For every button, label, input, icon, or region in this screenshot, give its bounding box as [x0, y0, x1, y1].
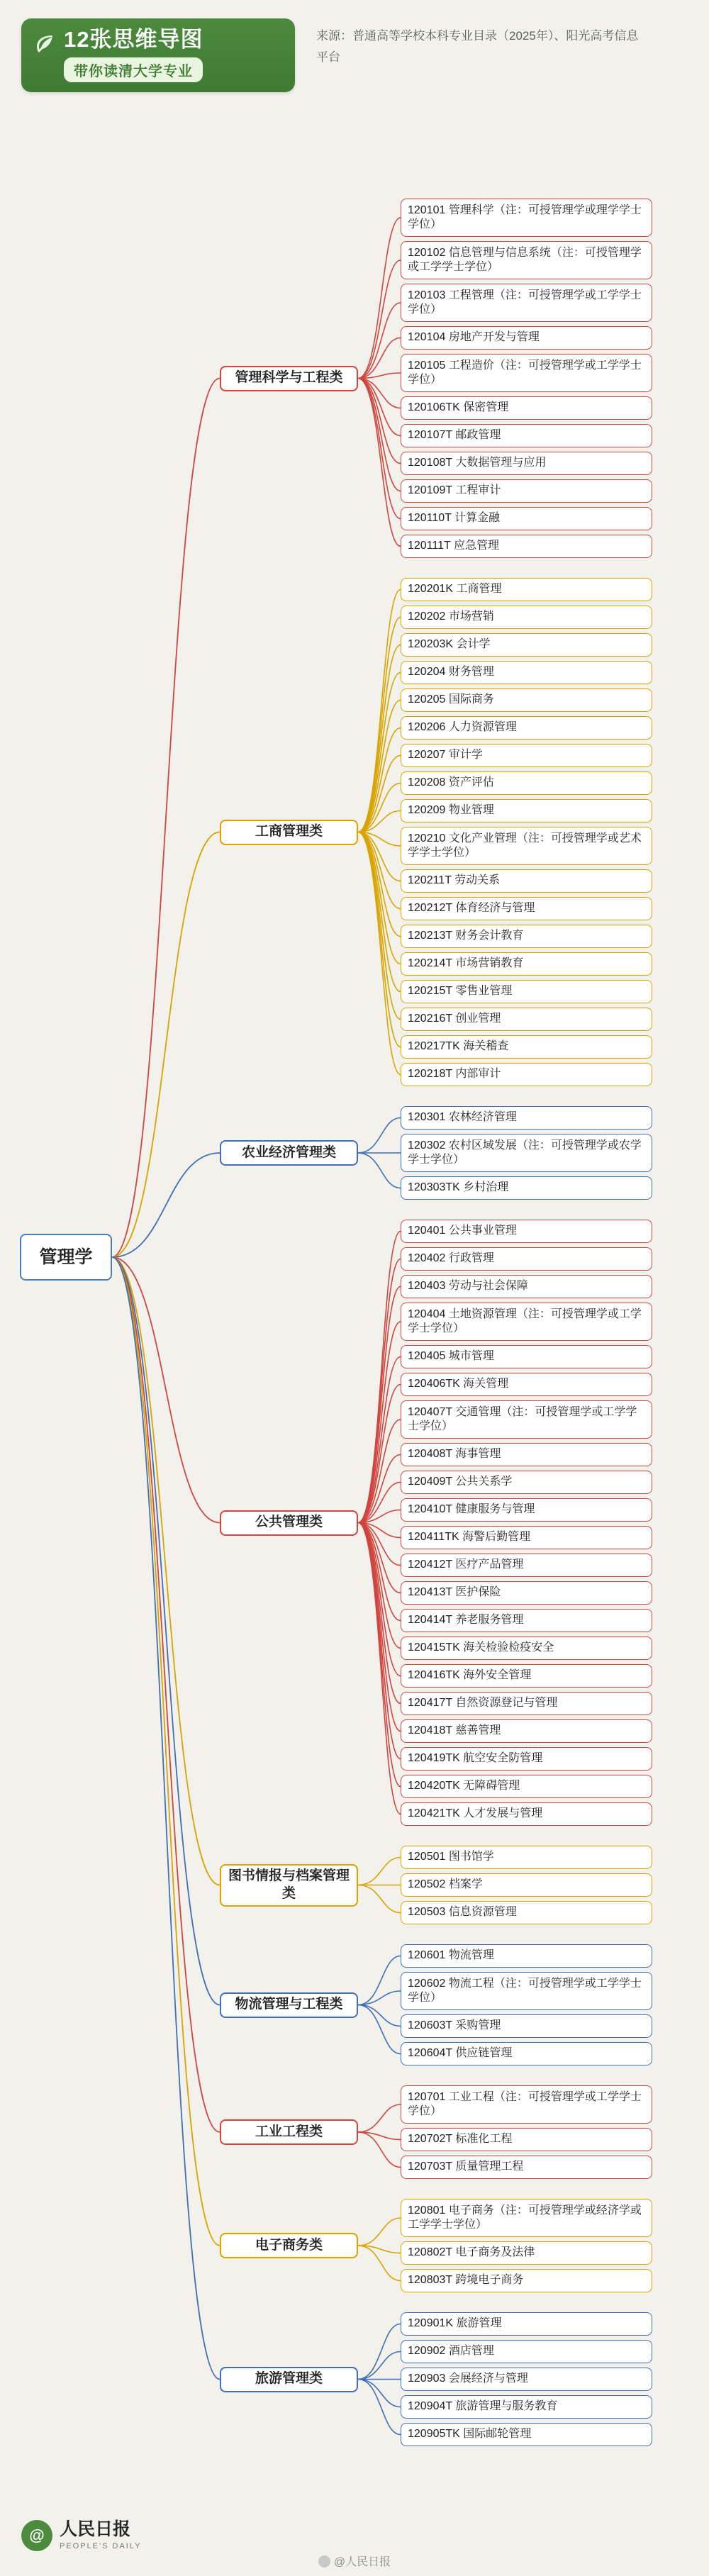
major-node[interactable]: 120416TK 海外安全管理: [401, 1664, 652, 1688]
major-node[interactable]: 120902 酒店管理: [401, 2340, 652, 2363]
major-node[interactable]: 120109T 工程审计: [401, 479, 652, 503]
major-node[interactable]: 120903 会展经济与管理: [401, 2368, 652, 2391]
major-node[interactable]: 120212T 体育经济与管理: [401, 897, 652, 920]
major-node[interactable]: 120301 农林经济管理: [401, 1106, 652, 1130]
logo-cn: 人民日报: [60, 2519, 131, 2540]
category-node[interactable]: 农业经济管理类: [220, 1140, 358, 1166]
major-node[interactable]: 120409T 公共关系学: [401, 1471, 652, 1494]
weibo-credit: [0, 2553, 709, 2569]
major-node[interactable]: 120216T 创业管理: [401, 1008, 652, 1031]
leaf-icon: [33, 33, 55, 55]
major-node[interactable]: 120905TK 国际邮轮管理: [401, 2423, 652, 2446]
major-node[interactable]: 120421TK 人才发展与管理: [401, 1802, 652, 1826]
major-node[interactable]: 120802T 电子商务及法律: [401, 2241, 652, 2265]
mindmap-canvas: [0, 106, 709, 2494]
category-node[interactable]: 物流管理与工程类: [220, 1992, 358, 2018]
major-node[interactable]: 120101 管理科学（注：可授管理学或理学学士学位）: [401, 199, 652, 237]
major-node[interactable]: 120405 城市管理: [401, 1345, 652, 1368]
weibo-icon: [318, 2555, 330, 2567]
major-node[interactable]: 120415TK 海关检验检疫安全: [401, 1637, 652, 1660]
major-node[interactable]: 120408T 海事管理: [401, 1443, 652, 1466]
major-node[interactable]: 120419TK 航空安全防管理: [401, 1747, 652, 1771]
weibo-handle: @人民日报: [333, 2556, 391, 2568]
major-node[interactable]: 120201K 工商管理: [401, 578, 652, 601]
page-header: [0, 0, 709, 106]
major-node[interactable]: 120303TK 乡村治理: [401, 1176, 652, 1200]
badge-title-line2: 带你读清大学专业: [64, 57, 203, 82]
major-node[interactable]: 120207 审计学: [401, 744, 652, 767]
major-node[interactable]: 120601 物流管理: [401, 1944, 652, 1968]
category-node[interactable]: 图书情报与档案管理类: [220, 1864, 358, 1907]
major-node[interactable]: 120401 公共事业管理: [401, 1220, 652, 1243]
major-node[interactable]: 120501 图书馆学: [401, 1846, 652, 1869]
major-node[interactable]: 120210 文化产业管理（注：可授管理学或艺术学学士学位）: [401, 827, 652, 865]
category-node[interactable]: 管理科学与工程类: [220, 366, 358, 391]
logo-en: PEOPLE'S DAILY: [60, 2541, 142, 2550]
major-node[interactable]: 120603T 采购管理: [401, 2014, 652, 2038]
major-node[interactable]: 120106TK 保密管理: [401, 396, 652, 420]
major-node[interactable]: 120407T 交通管理（注：可授管理学或工学学士学位）: [401, 1400, 652, 1439]
category-node[interactable]: 电子商务类: [220, 2233, 358, 2258]
major-node[interactable]: 120215T 零售业管理: [401, 980, 652, 1003]
major-node[interactable]: 120402 行政管理: [401, 1247, 652, 1271]
major-node[interactable]: 120701 工业工程（注：可授管理学或工学学士学位）: [401, 2085, 652, 2124]
major-node[interactable]: 120411TK 海警后勤管理: [401, 1526, 652, 1549]
category-node[interactable]: 旅游管理类: [220, 2367, 358, 2392]
major-node[interactable]: 120404 土地资源管理（注：可授管理学或工学学士学位）: [401, 1303, 652, 1341]
major-node[interactable]: 120410T 健康服务与管理: [401, 1498, 652, 1522]
major-node[interactable]: 120413T 医护保险: [401, 1581, 652, 1605]
major-node[interactable]: 120204 财务管理: [401, 661, 652, 684]
major-node[interactable]: 120205 国际商务: [401, 688, 652, 712]
major-node[interactable]: 120801 电子商务（注：可授管理学或经济学或工学学士学位）: [401, 2199, 652, 2237]
major-node[interactable]: 120418T 慈善管理: [401, 1719, 652, 1743]
major-node[interactable]: 120420TK 无障碍管理: [401, 1775, 652, 1798]
logo-text: [60, 2520, 142, 2550]
major-node[interactable]: 120218T 内部审计: [401, 1063, 652, 1086]
page-footer: [0, 2494, 709, 2576]
major-node[interactable]: 120103 工程管理（注：可授管理学或工学学士学位）: [401, 284, 652, 322]
major-node[interactable]: 120110T 计算金融: [401, 507, 652, 530]
title-badge: [21, 18, 295, 92]
major-node[interactable]: 120208 资产评估: [401, 771, 652, 795]
major-node[interactable]: 120502 档案学: [401, 1873, 652, 1897]
major-node[interactable]: 120406TK 海关管理: [401, 1373, 652, 1396]
major-node[interactable]: 120107T 邮政管理: [401, 424, 652, 447]
major-node[interactable]: 120214T 市场营销教育: [401, 952, 652, 976]
category-node[interactable]: 工业工程类: [220, 2119, 358, 2145]
major-node[interactable]: 120105 工程造价（注：可授管理学或工学学士学位）: [401, 354, 652, 392]
major-node[interactable]: 120417T 自然资源登记与管理: [401, 1692, 652, 1715]
category-node[interactable]: 公共管理类: [220, 1510, 358, 1536]
major-node[interactable]: 120403 劳动与社会保障: [401, 1275, 652, 1298]
major-node[interactable]: 120302 农村区域发展（注：可授管理学或农学学士学位）: [401, 1134, 652, 1172]
major-node[interactable]: 120217TK 海关稽查: [401, 1035, 652, 1059]
major-node[interactable]: 120111T 应急管理: [401, 535, 652, 558]
badge-title-line1: 12张思维导图: [64, 27, 203, 52]
major-node[interactable]: 120503 信息资源管理: [401, 1901, 652, 1924]
major-node[interactable]: 120901K 旅游管理: [401, 2312, 652, 2336]
major-node[interactable]: 120211T 劳动关系: [401, 869, 652, 893]
people-daily-logo-icon: @: [21, 2520, 52, 2551]
major-node[interactable]: 120904T 旅游管理与服务教育: [401, 2395, 652, 2419]
major-node[interactable]: 120604T 供应链管理: [401, 2042, 652, 2065]
major-node[interactable]: 120108T 大数据管理与应用: [401, 452, 652, 475]
major-node[interactable]: 120414T 养老服务管理: [401, 1609, 652, 1632]
root-node[interactable]: 管理学: [20, 1234, 112, 1281]
major-node[interactable]: 120213T 财务会计教育: [401, 925, 652, 948]
major-node[interactable]: 120104 房地产开发与管理: [401, 326, 652, 350]
major-node[interactable]: 120102 信息管理与信息系统（注：可授管理学或工学学士学位）: [401, 241, 652, 279]
major-node[interactable]: 120702T 标准化工程: [401, 2128, 652, 2151]
major-node[interactable]: 120202 市场营销: [401, 606, 652, 629]
major-node[interactable]: 120703T 质量管理工程: [401, 2156, 652, 2179]
source-note: 来源：普通高等学校本科专业目录（2025年）、阳光高考信息平台: [316, 29, 639, 64]
major-node[interactable]: 120206 人力资源管理: [401, 716, 652, 740]
major-node[interactable]: 120412T 医疗产品管理: [401, 1554, 652, 1577]
category-node[interactable]: 工商管理类: [220, 820, 358, 845]
major-node[interactable]: 120209 物业管理: [401, 799, 652, 823]
major-node[interactable]: 120203K 会计学: [401, 633, 652, 657]
major-node[interactable]: 120602 物流工程（注：可授管理学或工学学士学位）: [401, 1972, 652, 2010]
major-node[interactable]: 120803T 跨境电子商务: [401, 2269, 652, 2292]
